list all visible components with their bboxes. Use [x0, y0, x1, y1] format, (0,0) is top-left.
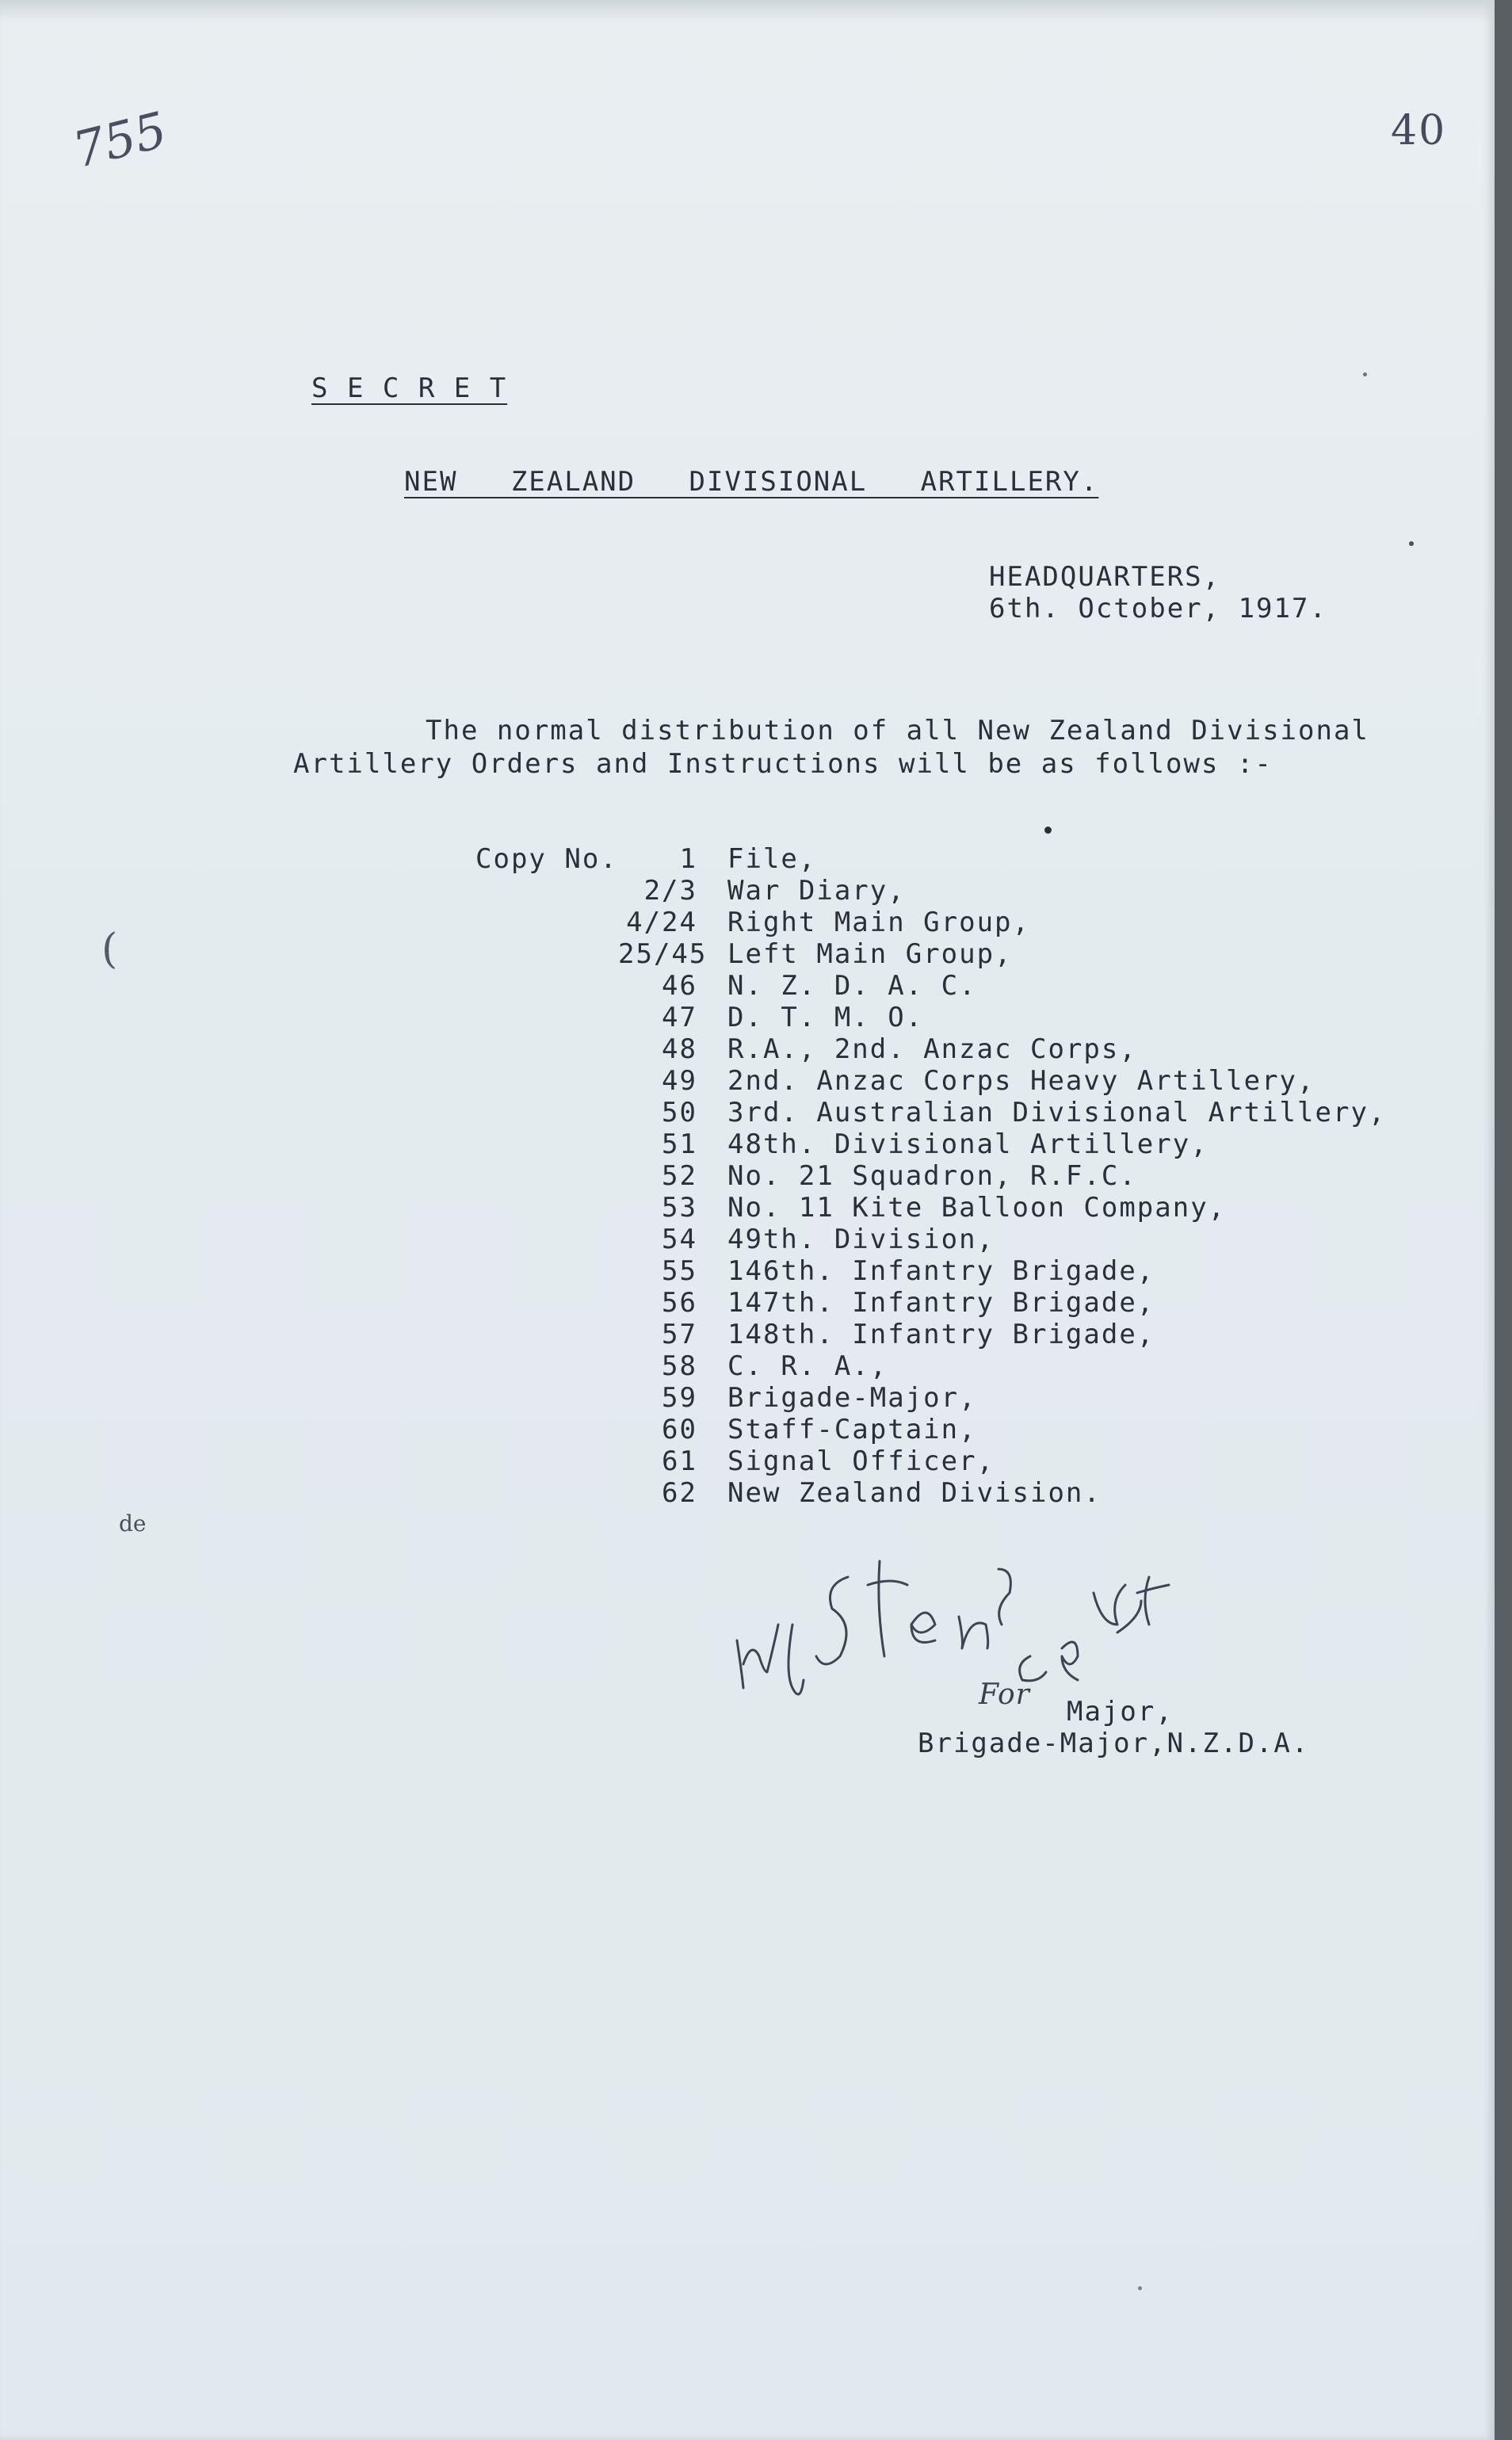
list-item [475, 1287, 1506, 1319]
recipient: N. Z. D. A. C. [727, 970, 977, 1002]
list-item [475, 1033, 1506, 1065]
recipient: D. T. M. O. [727, 1002, 924, 1033]
recipient: R.A., 2nd. Anzac Corps, [727, 1033, 1137, 1065]
recipient: 146th. Infantry Brigade, [727, 1255, 1155, 1287]
copy-number: 50 [662, 1097, 697, 1128]
copy-number: 59 [662, 1382, 697, 1414]
copy-number: 49 [662, 1065, 697, 1097]
recipient: 147th. Infantry Brigade, [727, 1287, 1155, 1319]
list-item [475, 938, 1506, 970]
recipient: 49th. Division, [727, 1224, 995, 1255]
intro-line-2: Artillery Orders and Instructions will be as follows :- [293, 748, 1273, 780]
recipient: No. 21 Squadron, R.F.C. [727, 1160, 1137, 1192]
recipient: Brigade-Major, [727, 1382, 977, 1414]
date-line: 6th. October, 1917. [989, 593, 1327, 624]
copy-number: 54 [662, 1224, 697, 1255]
copy-number: 62 [662, 1477, 697, 1509]
intro-line-1: The normal distribution of all New Zealand Divisional [426, 715, 1369, 747]
signature-for: For [979, 1678, 1030, 1711]
recipient: Staff-Captain, [727, 1414, 977, 1445]
list-item [475, 970, 1506, 1002]
recipient: 148th. Infantry Brigade, [727, 1319, 1155, 1350]
copy-number: 25/45 [618, 938, 708, 970]
folio-number: 40 [1391, 107, 1447, 155]
recipient: Right Main Group, [727, 907, 1030, 938]
paper-speck [1138, 2286, 1142, 2290]
margin-annotation: de [119, 1510, 147, 1537]
recipient: 2nd. Anzac Corps Heavy Artillery, [727, 1065, 1315, 1097]
copy-number: 4/24 [626, 907, 697, 938]
list-item [475, 1097, 1506, 1128]
list-item [475, 1382, 1506, 1414]
copy-number-label: Copy No. [475, 843, 618, 875]
margin-bracket-mark: ( [101, 926, 118, 973]
copy-number: 53 [662, 1192, 697, 1224]
location-line: HEADQUARTERS, [989, 561, 1221, 593]
copy-number: 61 [662, 1445, 697, 1477]
list-item [475, 1002, 1506, 1033]
copy-number: 52 [662, 1160, 697, 1192]
copy-number: 2/3 [643, 875, 697, 907]
list-item [475, 1255, 1506, 1287]
recipient: War Diary, [727, 875, 906, 907]
list-item [475, 1065, 1506, 1097]
signature-rank: Major, [1067, 1696, 1174, 1728]
recipient: Signal Officer, [727, 1445, 995, 1477]
paper-top-shadow [0, 0, 1495, 24]
list-item [475, 1414, 1506, 1445]
recipient: 3rd. Australian Divisional Artillery, [727, 1097, 1387, 1128]
list-item [475, 875, 1506, 907]
recipient: C. R. A., [727, 1350, 888, 1382]
copy-number: 58 [662, 1350, 697, 1382]
copy-number: 1 [679, 843, 697, 875]
list-item [475, 1319, 1506, 1350]
copy-number: 46 [662, 970, 697, 1002]
paper-speck [1044, 827, 1052, 834]
list-item [475, 1224, 1506, 1255]
list-item [475, 1160, 1506, 1192]
recipient: Left Main Group, [727, 938, 1013, 970]
signature-title: Brigade-Major,N.Z.D.A. [918, 1728, 1310, 1759]
list-item [475, 907, 1506, 938]
recipient: File, [727, 843, 817, 875]
copy-number: 48 [662, 1033, 697, 1065]
copy-number: 56 [662, 1287, 697, 1319]
list-item [475, 843, 1506, 875]
copy-number: 55 [662, 1255, 697, 1287]
copy-number: 57 [662, 1319, 697, 1350]
paper-speck [1409, 541, 1414, 546]
archive-number: 755 [67, 100, 173, 180]
recipient: 48th. Divisional Artillery, [727, 1128, 1208, 1160]
list-item [475, 1350, 1506, 1382]
copy-number: 47 [662, 1002, 697, 1033]
classification-heading: S E C R E T [311, 372, 508, 404]
list-item [475, 1445, 1506, 1477]
copy-number: 60 [662, 1414, 697, 1445]
recipient: New Zealand Division. [727, 1477, 1102, 1509]
document-heading: NEW ZEALAND DIVISIONAL ARTILLERY. [404, 466, 1099, 498]
list-item [475, 1192, 1506, 1224]
list-item [475, 1477, 1506, 1509]
paper-speck [1363, 372, 1367, 376]
copy-number: 51 [662, 1128, 697, 1160]
list-item [475, 1128, 1506, 1160]
recipient: No. 11 Kite Balloon Company, [727, 1192, 1227, 1224]
